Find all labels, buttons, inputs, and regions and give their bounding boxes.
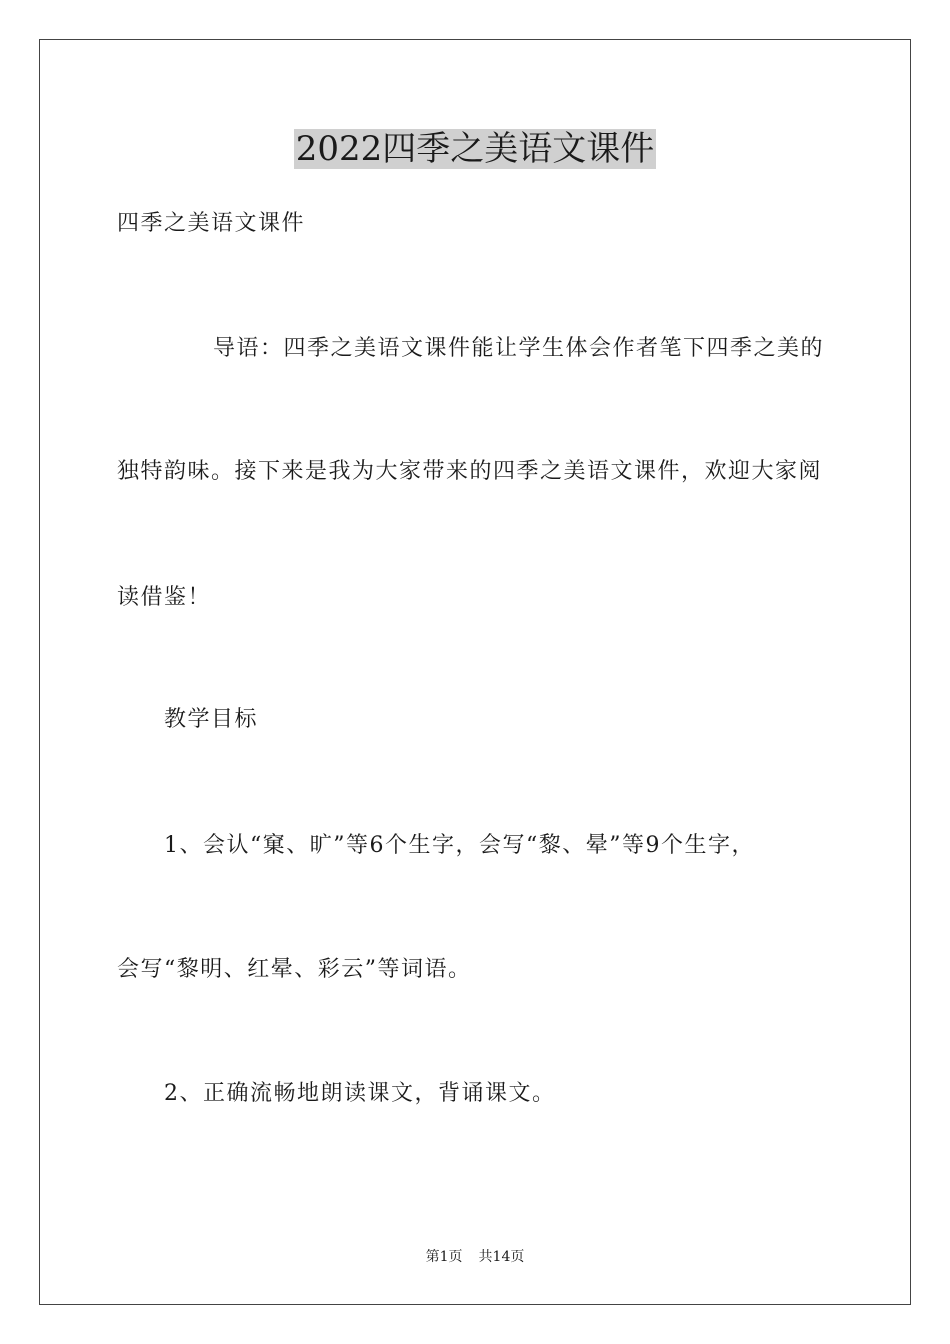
subtitle-line: 四季之美语文课件 (117, 211, 306, 236)
document-title-text: 2022四季之美语文课件 (295, 129, 655, 169)
section-heading-objectives: 教学目标 (164, 707, 259, 732)
objective-2-line: 2、正确流畅地朗读课文，背诵课文。 (164, 1081, 556, 1106)
page-number: 第1页 (425, 1249, 463, 1265)
intro-line-1: 导语：四季之美语文课件能让学生体会作者笔下四季之美的 (213, 336, 825, 361)
intro-line-2: 独特韵味。接下来是我为大家带来的四季之美语文课件，欢迎大家阅 (117, 459, 823, 484)
page-total: 共14页 (478, 1249, 525, 1265)
document-title (0, 127, 950, 171)
page-footer (0, 1247, 950, 1267)
objective-1-line-1: 1、会认“窠、旷”等6个生字，会写“黎、晕”等9个生字， (164, 833, 755, 858)
intro-line-3: 读借鉴！ (117, 585, 212, 610)
objective-1-line-2: 会写“黎明、红晕、彩云”等词语。 (117, 957, 472, 982)
